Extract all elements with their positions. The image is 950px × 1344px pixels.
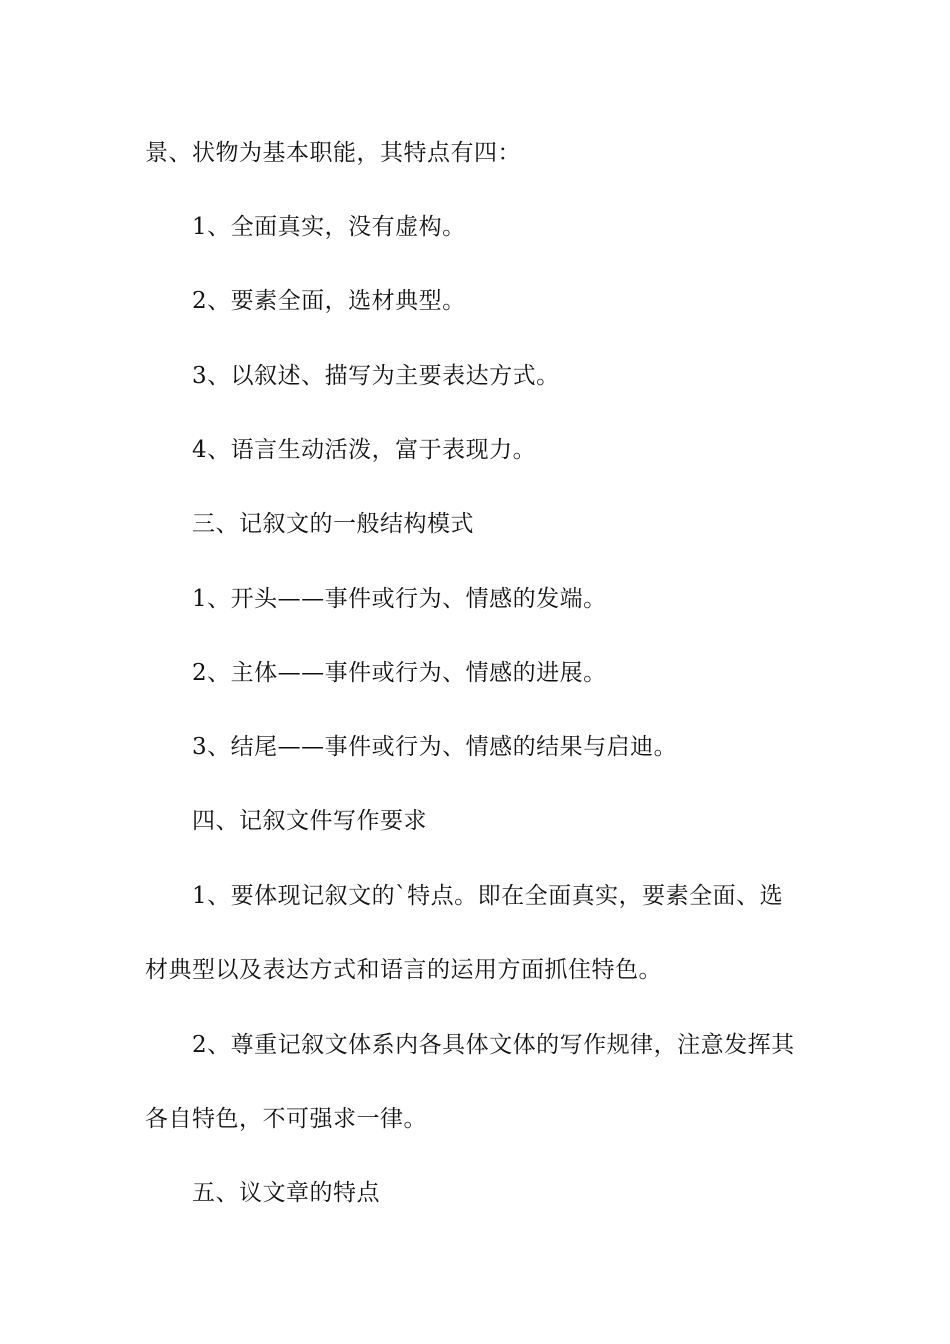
list-item: 3、以叙述、描写为主要表达方式。 [192,363,560,389]
section-heading: 三、记叙文的一般结构模式 [192,511,474,537]
paragraph-line: 各自特色，不可强求一律。 [145,1106,427,1132]
list-item: 2、尊重记叙文体系内各具体文体的写作规律，注意发挥其 [192,1032,795,1058]
list-item: 2、主体——事件或行为、情感的进展。 [192,660,607,686]
list-item: 4、语言生动活泼，富于表现力。 [192,437,537,463]
list-item: 1、开头——事件或行为、情感的发端。 [192,586,607,612]
section-heading: 四、记叙文件写作要求 [192,808,427,834]
list-item: 1、要体现记叙文的`特点。即在全面真实，要素全面、选 [192,883,784,909]
list-item: 1、全面真实，没有虚构。 [192,214,466,240]
section-heading: 五、议文章的特点 [192,1180,380,1206]
paragraph-line: 景、状物为基本职能，其特点有四： [145,140,521,166]
list-item: 3、结尾——事件或行为、情感的结果与启迪。 [192,734,678,760]
list-item: 2、要素全面，选材典型。 [192,288,466,314]
paragraph-line: 材典型以及表达方式和语言的运用方面抓住特色。 [145,957,662,983]
